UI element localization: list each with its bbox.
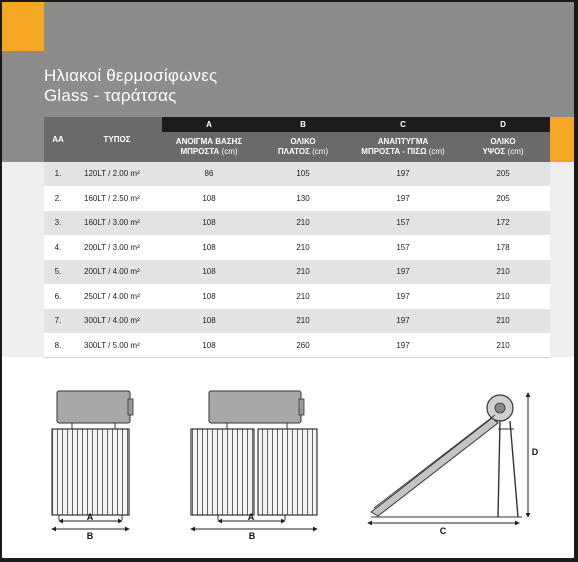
header-col-a: ΑΝΟΙΓΜΑ ΒΑΣΗΣ ΜΠΡΟΣΤΑ (cm)	[162, 132, 256, 162]
row-dim-b: 260	[256, 333, 350, 358]
row-aa: 8.	[44, 333, 72, 358]
dimension-diagrams	[2, 357, 574, 558]
row-dim-c: 197	[350, 309, 456, 334]
row-dim-d: 172	[456, 211, 550, 236]
row-dim-d: 210	[456, 260, 550, 285]
row-aa: 1.	[44, 162, 72, 186]
row-dim-c: 197	[350, 284, 456, 309]
accent-square-top	[2, 2, 44, 51]
single-dim-b: B	[86, 531, 94, 541]
header-col-b: ΟΛΙΚΟ ΠΛΑΤΟΣ (cm)	[256, 132, 350, 162]
row-dim-a: 108	[162, 186, 256, 211]
row-aa: 5.	[44, 260, 72, 285]
header-col-c: ΑΝΑΠΤΥΓΜΑ ΜΠΡΟΣΤΑ - ΠΙΣΩ (cm)	[350, 132, 456, 162]
row-dim-b: 105	[256, 162, 350, 186]
header-letter-d: D	[456, 117, 550, 132]
row-dim-a: 86	[162, 162, 256, 186]
row-dim-b: 210	[256, 235, 350, 260]
side-dim-d: D	[531, 447, 539, 457]
row-dim-b: 210	[256, 309, 350, 334]
row-dim-c: 197	[350, 162, 456, 186]
header-letter-c: C	[350, 117, 456, 132]
row-dim-d: 210	[456, 309, 550, 334]
row-dim-b: 130	[256, 186, 350, 211]
row-type: 250LT / 4.00 m²	[72, 284, 162, 309]
single-collector-diagram	[52, 391, 133, 541]
row-dim-a: 108	[162, 211, 256, 236]
row-dim-c: 197	[350, 333, 456, 358]
row-type: 160LT / 2.50 m²	[72, 186, 162, 211]
row-dim-c: 157	[350, 235, 456, 260]
row-dim-a: 108	[162, 284, 256, 309]
single-dim-a: A	[86, 512, 94, 522]
row-dim-a: 108	[162, 309, 256, 334]
row-dim-a: 108	[162, 235, 256, 260]
table-row	[44, 162, 550, 186]
double-dim-a: A	[247, 512, 255, 522]
row-dim-d: 205	[456, 162, 550, 186]
table-row	[44, 333, 550, 358]
row-dim-a: 108	[162, 333, 256, 358]
page-title: Ηλιακοί θερμοσίφωνες	[44, 66, 218, 85]
table-row	[44, 211, 550, 236]
row-type: 200LT / 4.00 m²	[72, 260, 162, 285]
dimensions-table	[44, 117, 550, 358]
row-aa: 4.	[44, 235, 72, 260]
row-dim-c: 197	[350, 186, 456, 211]
row-dim-b: 210	[256, 284, 350, 309]
row-dim-b: 210	[256, 211, 350, 236]
row-type: 300LT / 4.00 m²	[72, 309, 162, 334]
row-dim-d: 210	[456, 284, 550, 309]
double-dim-b: B	[248, 531, 256, 541]
row-type: 160LT / 3.00 m²	[72, 211, 162, 236]
header-letter-b: B	[256, 117, 350, 132]
row-type: 300LT / 5.00 m²	[72, 333, 162, 358]
side-view-diagram	[368, 393, 539, 536]
side-dim-c: C	[439, 526, 447, 536]
header-typos: ΤΥΠΟΣ	[72, 117, 162, 162]
row-aa: 2.	[44, 186, 72, 211]
header-aa: ΑΑ	[44, 117, 72, 162]
double-collector-diagram	[191, 391, 317, 541]
brochure-page	[2, 2, 574, 558]
accent-square-right	[549, 117, 574, 162]
header-col-d: ΟΛΙΚΟ ΥΨΟΣ (cm)	[456, 132, 550, 162]
row-dim-c: 157	[350, 211, 456, 236]
row-dim-b: 210	[256, 260, 350, 285]
table-row	[44, 309, 550, 334]
row-dim-d: 178	[456, 235, 550, 260]
table-row	[44, 186, 550, 211]
row-dim-d: 205	[456, 186, 550, 211]
table-row	[44, 284, 550, 309]
row-type: 120LT / 2.00 m²	[72, 162, 162, 186]
row-dim-d: 210	[456, 333, 550, 358]
row-aa: 3.	[44, 211, 72, 236]
table-body	[44, 162, 550, 358]
row-aa: 6.	[44, 284, 72, 309]
table-row	[44, 235, 550, 260]
row-type: 200LT / 3.00 m²	[72, 235, 162, 260]
row-dim-a: 108	[162, 260, 256, 285]
table-row	[44, 260, 550, 285]
row-aa: 7.	[44, 309, 72, 334]
header-letter-a: A	[162, 117, 256, 132]
row-dim-c: 197	[350, 260, 456, 285]
page-subtitle: Glass - ταράτσας	[44, 86, 177, 105]
